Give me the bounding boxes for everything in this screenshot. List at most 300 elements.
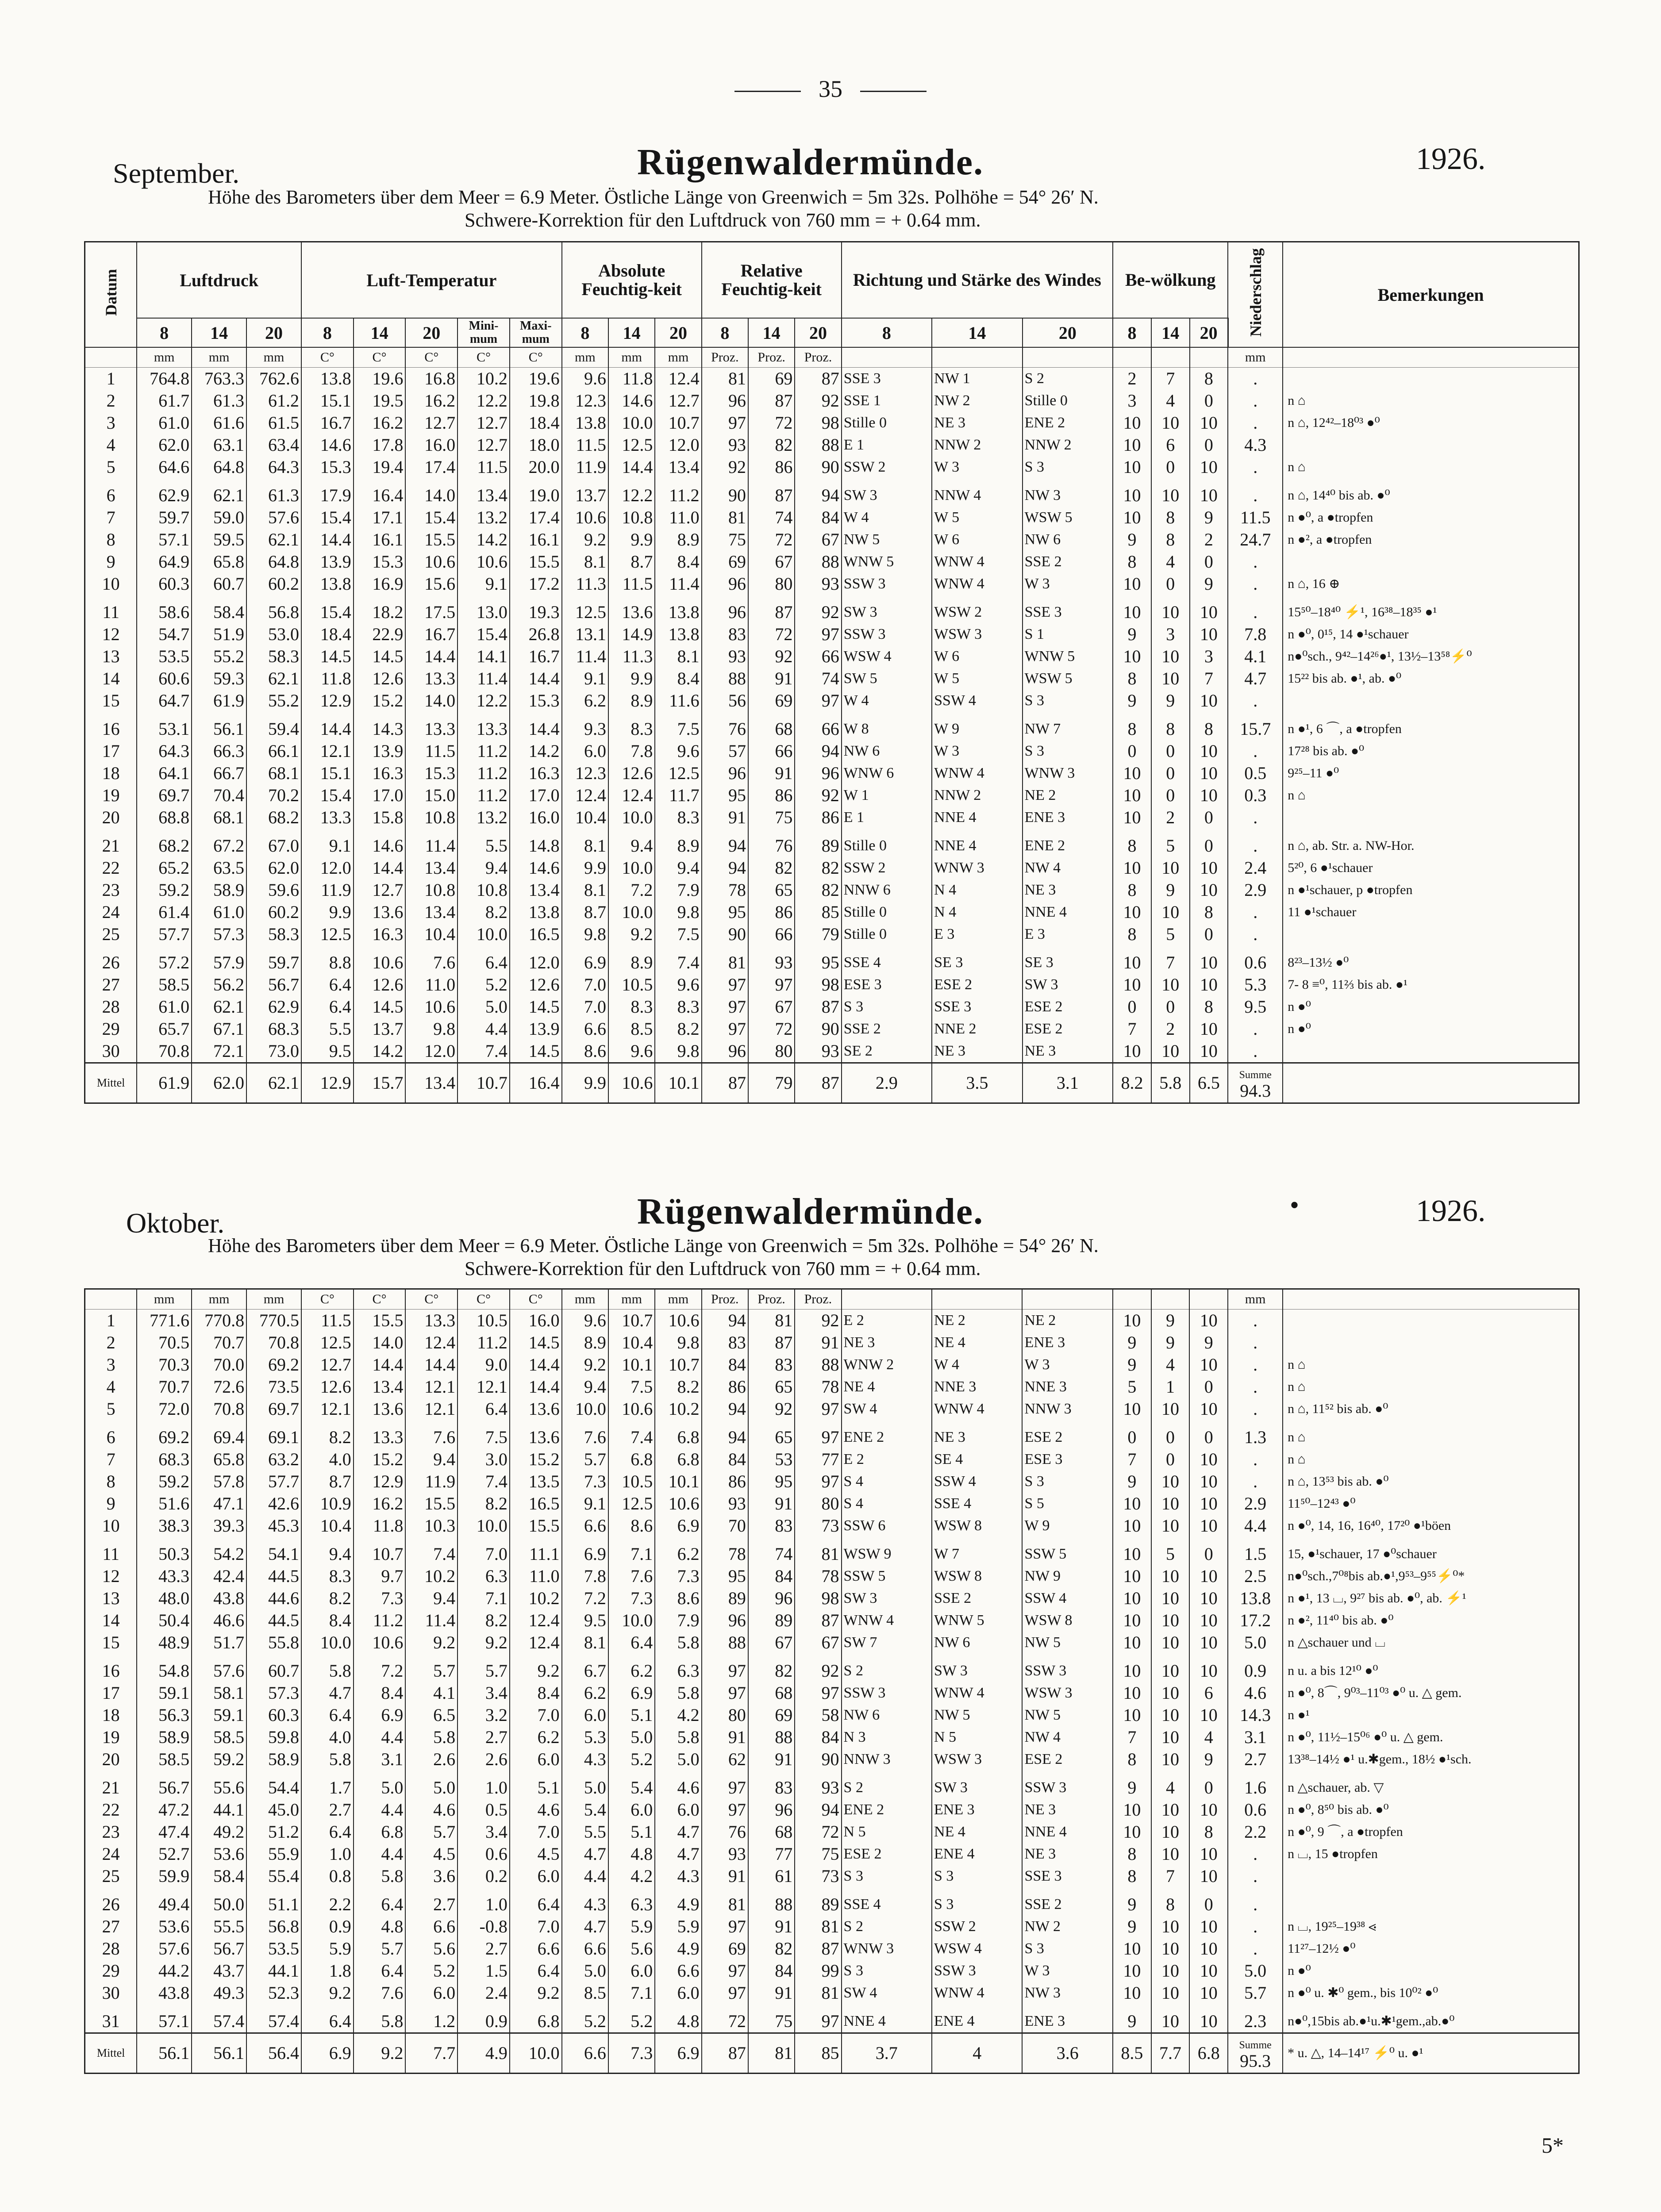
gap-cell [85,1420,137,1426]
table-cell: 61.6 [192,412,246,434]
table-cell: 58.3 [246,645,301,668]
table-cell: 7.5 [458,1426,510,1448]
gap-cell [702,1887,748,1893]
table-cell: 44.5 [246,1609,301,1632]
wind-cell: Stille 0 [842,835,932,857]
remark-cell: 11⁵⁰–12⁴³ ●⁰ [1283,1493,1579,1515]
unit-cell: C° [301,1289,354,1310]
gap-cell [246,945,301,952]
wind-cell: SW 3 [932,1660,1022,1682]
table-cell: 58.4 [192,601,246,623]
table-cell: 5.8 [301,1660,354,1682]
table-row [85,1660,1579,1682]
gap-cell [246,1420,301,1426]
cloud-cell: 8 [1190,718,1228,740]
table-cell: 68.1 [246,762,301,784]
cloud-cell: 10 [1151,1609,1190,1632]
table-cell: 15.3 [301,456,354,478]
wind-cell: S 4 [842,1493,932,1515]
year: 1926. [1416,1194,1486,1228]
table-cell: 11.5 [458,456,510,478]
gap-cell [354,478,406,484]
gap-cell [246,712,301,718]
table-cell: 6.6 [655,1960,701,1982]
table-cell: 14.2 [458,529,510,551]
table-cell: 95 [795,952,841,974]
wind-cell: S 3 [932,1893,1022,1916]
wind-cell: ENE 3 [1023,806,1113,829]
table-cell: 55.6 [192,1777,246,1799]
cloud-cell: 10 [1151,645,1190,668]
wind-cell: SSE 3 [842,368,932,390]
table-cell: 10.6 [354,952,406,974]
table-cell: 94 [702,1426,748,1448]
group-gap [85,478,1579,484]
group-gap [85,1770,1579,1777]
cloud-cell: 10 [1113,1982,1151,2004]
mean-label: Mittel [85,2033,137,2074]
table-cell: 53.5 [246,1938,301,1960]
header-rel-feuchte: Relative Feuchtig-keit [702,242,842,319]
table-cell: 61.7 [137,390,192,412]
table-cell: 84 [702,1448,748,1471]
gap-cell [192,945,246,952]
table-cell: 75 [702,529,748,551]
mean-cell: 4 [932,2033,1022,2074]
group-gap [85,595,1579,601]
table-cell: 92 [748,645,795,668]
table-cell: 66 [795,645,841,668]
table-cell: 69.2 [137,1426,192,1448]
table-cell: 64.3 [246,456,301,478]
table-cell: 17.8 [354,434,406,456]
day-cell: 3 [85,412,137,434]
table-cell: 87 [795,1609,841,1632]
wind-cell: NE 4 [842,1376,932,1398]
gap-cell [562,1420,608,1426]
table-cell: 6.0 [562,740,608,762]
remark-cell: n ⌂ [1283,390,1579,412]
cloud-cell: 10 [1113,974,1151,996]
table-cell: 15.2 [354,690,406,712]
gap-cell [702,1770,748,1777]
precip-cell: . [1228,551,1283,573]
cloud-cell: 5 [1113,1376,1151,1398]
gravity-line: Schwere-Korrektion für den Luftdruck von 760 mm = + 0.64 mm. [465,209,981,231]
table-cell: 6.2 [655,1543,701,1565]
header-datum: Datum [102,269,120,316]
table-cell: 14.4 [354,1354,406,1376]
table-cell: 13.4 [354,1376,406,1398]
unit-cell [1113,347,1151,368]
wind-cell: ENE 3 [932,1799,1022,1821]
table-cell: 61 [748,1865,795,1887]
table-cell: 7.8 [562,1565,608,1587]
table-cell: 8.2 [655,1376,701,1398]
table-cell: 68.2 [246,806,301,829]
table-cell: 7.4 [655,952,701,974]
cloud-cell: 0 [1151,740,1190,762]
table-cell: 0.8 [301,1865,354,1887]
table-cell: 9.8 [562,923,608,945]
gap-cell [1228,1537,1283,1543]
cloud-cell: 8 [1113,551,1151,573]
gap-cell [655,2004,701,2010]
precip-cell: 9.5 [1228,996,1283,1018]
gap-cell [795,595,841,601]
wind-cell: W 5 [932,668,1022,690]
table-cell: 11.8 [354,1515,406,1537]
wind-cell: WSW 8 [1022,1609,1112,1632]
table-cell: 9.4 [301,1543,354,1565]
table-cell: 5.0 [458,996,510,1018]
table-cell: 12.6 [354,668,406,690]
gap-cell [1189,1887,1228,1893]
unit-cell: Proz. [702,1289,748,1310]
wind-cell: SE 3 [1023,952,1113,974]
table-cell: 10.6 [405,551,458,573]
table-cell: 63.1 [192,434,246,456]
table-cell: 6.4 [301,1704,354,1726]
table-cell: 11.0 [655,507,701,529]
table-cell: 19.0 [510,484,562,507]
day-cell: 17 [85,740,137,762]
gap-cell [354,2004,406,2010]
remark-cell: n ⌂ [1283,1426,1579,1448]
table-cell: 12.4 [510,1609,562,1632]
unit-cell [1190,347,1228,368]
table-cell: 6.8 [354,1821,406,1843]
table-cell: 93 [795,1777,841,1799]
cloud-cell: 8 [1113,879,1151,901]
precip-cell: 4.1 [1228,645,1283,668]
gap-cell [932,2004,1022,2010]
table-cell: 83 [702,1332,748,1354]
table-cell: 97 [795,690,841,712]
table-cell: 11.7 [655,784,701,806]
cloud-cell: 10 [1151,668,1190,690]
table-cell: 60.3 [246,1704,301,1726]
table-cell: 10.6 [562,507,608,529]
gap-cell [137,2004,192,2010]
mean-cell: 10.1 [655,1063,701,1103]
header-abs-feuchte: Absolute Feuchtig-keit [562,242,702,319]
wind-cell: N 4 [932,901,1022,923]
table-cell: 56.7 [137,1777,192,1799]
table-cell: 6.4 [458,952,510,974]
table-cell: 4.5 [405,1843,458,1865]
table-cell: 10.9 [301,1493,354,1515]
cloud-cell: 10 [1113,857,1151,879]
table-cell: 13.3 [405,718,458,740]
gap-cell [354,1654,406,1660]
precip-cell: 2.2 [1228,1821,1283,1843]
table-cell: 92 [795,1660,841,1682]
day-cell: 18 [85,762,137,784]
wind-cell: Stille 0 [842,412,932,434]
wind-cell: WSW 5 [1023,507,1113,529]
wind-cell: SW 3 [842,601,932,623]
table-cell: 7.5 [655,923,701,945]
table-cell: 6.4 [608,1632,655,1654]
gap-cell [655,829,701,835]
wind-cell: SE 3 [932,952,1022,974]
header-hour: 14 [608,318,655,347]
table-cell: 62.0 [246,857,301,879]
table-cell: 13.9 [354,740,406,762]
wind-cell: E 2 [842,1448,932,1471]
table-cell: 83 [702,623,748,645]
table-cell: 38.3 [137,1515,192,1537]
wind-cell: WSW 4 [932,1938,1022,1960]
remark-cell: n ●¹schauer, p ●tropfen [1283,879,1579,901]
wind-cell: NW 2 [932,390,1022,412]
wind-cell: ENE 3 [1022,1332,1112,1354]
table-cell: 12.2 [458,390,510,412]
table-cell: 53.1 [137,718,192,740]
mean-label: Mittel [85,1063,137,1103]
year: 1926. [1416,142,1486,176]
table-cell: 60.2 [246,573,301,595]
wind-cell: WNW 4 [932,762,1022,784]
table-cell: 61.2 [246,390,301,412]
table-cell: 13.3 [405,1310,458,1332]
table-row [85,1821,1579,1843]
table-cell: 72.0 [137,1398,192,1420]
table-cell: 81 [702,368,748,390]
table-cell: 5.2 [608,2010,655,2033]
table-row [85,1332,1579,1354]
gap-cell [1022,1770,1112,1777]
table-cell: 96 [702,573,748,595]
table-cell: 67 [748,1632,795,1654]
table-cell: 86 [702,1376,748,1398]
table-cell: 68 [748,718,795,740]
table-cell: 15.4 [458,623,510,645]
remark-cell: n ⌂ [1283,1448,1579,1471]
table-cell: 14.1 [458,645,510,668]
unit-cell: mm [246,1289,301,1310]
cloud-cell: 10 [1151,1704,1190,1726]
table-cell: 12.6 [354,974,406,996]
day-cell: 28 [85,996,137,1018]
unit-cell [1283,1289,1579,1310]
precip-cell: . [1228,901,1283,923]
day-cell: 26 [85,1893,137,1916]
wind-cell: NNE 3 [932,1376,1022,1398]
mean-cell: 2.9 [842,1063,932,1103]
cloud-cell: 10 [1113,1799,1151,1821]
mean-cell: 10.6 [608,1063,655,1103]
remark-cell [1283,434,1579,456]
table-cell: 16.7 [510,645,562,668]
table-cell: 17.9 [301,484,354,507]
gap-cell [405,1537,458,1543]
table-cell: 95 [702,1565,748,1587]
table-cell: 68.2 [137,835,192,857]
gap-cell [405,1420,458,1426]
unit-cell [1023,347,1113,368]
table-cell: 16.7 [301,412,354,434]
table-cell: 68.3 [137,1448,192,1471]
table-row [85,923,1579,945]
table-cell: 12.4 [562,784,608,806]
precip-cell: 5.7 [1228,1982,1283,2004]
cloud-cell: 10 [1113,1632,1151,1654]
precip-cell: 4.7 [1228,668,1283,690]
day-cell: 30 [85,1982,137,2004]
unit-cell: C° [510,1289,562,1310]
table-cell: 15.5 [354,1310,406,1332]
remark-cell: n●⁰sch.,7⁰⁸bis ab.●¹,9⁵³–9⁵⁵⚡⁰* [1283,1565,1579,1587]
table-cell: 6.4 [354,1893,406,1916]
mean-cell: 6.8 [1189,2033,1228,2074]
unit-cell: Proz. [795,347,841,368]
table-cell: 54.7 [137,623,192,645]
mean-cell: 3.6 [1022,2033,1112,2074]
gap-cell [192,2004,246,2010]
table-cell: 8.1 [562,835,608,857]
table-cell: 3.0 [458,1448,510,1471]
cloud-cell: 8 [1113,718,1151,740]
table-cell: 3.2 [458,1704,510,1726]
table-cell: 14.5 [301,645,354,668]
table-cell: 12.6 [608,762,655,784]
table-cell: 46.6 [192,1609,246,1632]
gap-cell [842,1537,932,1543]
gap-cell [1283,1887,1579,1893]
remark-cell [1283,1893,1579,1916]
unit-cell: mm [655,347,701,368]
gap-cell [405,1770,458,1777]
table-cell: 11.3 [608,645,655,668]
gap-cell [748,829,795,835]
gap-cell [1151,2004,1190,2010]
table-cell: 11.9 [405,1471,458,1493]
table-cell: 19.4 [354,456,406,478]
cloud-cell: 10 [1190,601,1228,623]
wind-cell: S 3 [1022,1938,1112,1960]
cloud-cell: 9 [1113,1893,1151,1916]
mean-cell: 9.9 [562,1063,608,1103]
table-cell: 48.9 [137,1632,192,1654]
header-luftdruck: Luftdruck [137,242,301,319]
september-rows [85,347,1579,1103]
table-cell: 5.6 [405,1938,458,1960]
gap-cell [795,1887,841,1893]
gap-cell [301,1770,354,1777]
gap-cell [137,478,192,484]
cloud-cell: 7 [1151,1865,1190,1887]
remark-cell: n ⌴, 19²⁵–19³⁸ ⋖ [1283,1916,1579,1938]
table-cell: 9.6 [655,974,701,996]
precip-cell: . [1228,1018,1283,1040]
table-cell: 59.0 [192,507,246,529]
table-cell: 10.0 [458,1515,510,1537]
table-cell: 16.2 [354,1493,406,1515]
unit-cell: C° [458,1289,510,1310]
mean-cell: 7.3 [608,2033,655,2074]
gap-cell [608,2004,655,2010]
table-cell: 12.6 [301,1376,354,1398]
bullet-mark: • [1290,1190,1300,1220]
cloud-cell: 0 [1151,573,1190,595]
wind-cell: SSW 2 [842,456,932,478]
table-cell: 7.1 [458,1587,510,1609]
table-cell: 3.4 [458,1821,510,1843]
table-cell: 10.7 [655,412,701,434]
wind-cell: SE 2 [842,1040,932,1063]
table-cell: 15.3 [510,690,562,712]
gap-cell [137,945,192,952]
table-cell: 10.6 [608,1398,655,1420]
table-cell: -0.8 [458,1916,510,1938]
table-row [85,1565,1579,1587]
wind-cell: WSW 3 [932,1748,1022,1770]
wind-cell: SSW 3 [842,1682,932,1704]
table-cell: 12.1 [458,1376,510,1398]
gap-cell [1189,1770,1228,1777]
table-cell: 87 [748,390,795,412]
precip-cell: . [1228,1843,1283,1865]
table-cell: 88 [795,1354,841,1376]
table-cell: 14.6 [510,857,562,879]
header-hour: 20 [1023,318,1113,347]
cloud-cell: 2 [1190,529,1228,551]
wind-cell: SSE 1 [842,390,932,412]
header-hour: 14 [748,318,795,347]
table-cell: 15.1 [301,762,354,784]
gap-cell [795,1770,841,1777]
table-cell: 65 [748,1376,795,1398]
table-row [85,1632,1579,1654]
table-row [85,974,1579,996]
cloud-cell: 10 [1113,762,1151,784]
table-cell: 12.4 [510,1632,562,1654]
precip-cell: . [1228,806,1283,829]
table-cell: 14.5 [510,1332,562,1354]
header-hour: 20 [246,318,301,347]
day-cell: 19 [85,1726,137,1748]
table-cell: 44.5 [246,1565,301,1587]
table-cell: 61.3 [192,390,246,412]
wind-cell: NE 2 [1022,1310,1112,1332]
table-cell: 4.0 [301,1726,354,1748]
table-cell: 4.0 [301,1448,354,1471]
table-cell: 9.9 [608,529,655,551]
gap-cell [301,1537,354,1543]
table-row [85,1587,1579,1609]
wind-cell: WSW 5 [1023,668,1113,690]
table-cell: 17.4 [510,507,562,529]
wind-cell: W 9 [1022,1515,1112,1537]
table-cell: 5.2 [458,974,510,996]
cloud-cell: 0 [1189,1426,1228,1448]
gap-cell [702,478,748,484]
wind-cell: W 3 [1022,1354,1112,1376]
table-cell: 14.4 [405,645,458,668]
cloud-cell: 10 [1113,507,1151,529]
table-cell: 9.5 [301,1040,354,1063]
unit-cell: Proz. [748,347,795,368]
table-cell: 98 [795,1587,841,1609]
table-cell: 5.2 [608,1748,655,1770]
gap-cell [1113,712,1151,718]
gap-cell [458,595,510,601]
table-row [85,2010,1579,2033]
day-cell: 15 [85,690,137,712]
table-cell: 5.9 [655,1916,701,1938]
